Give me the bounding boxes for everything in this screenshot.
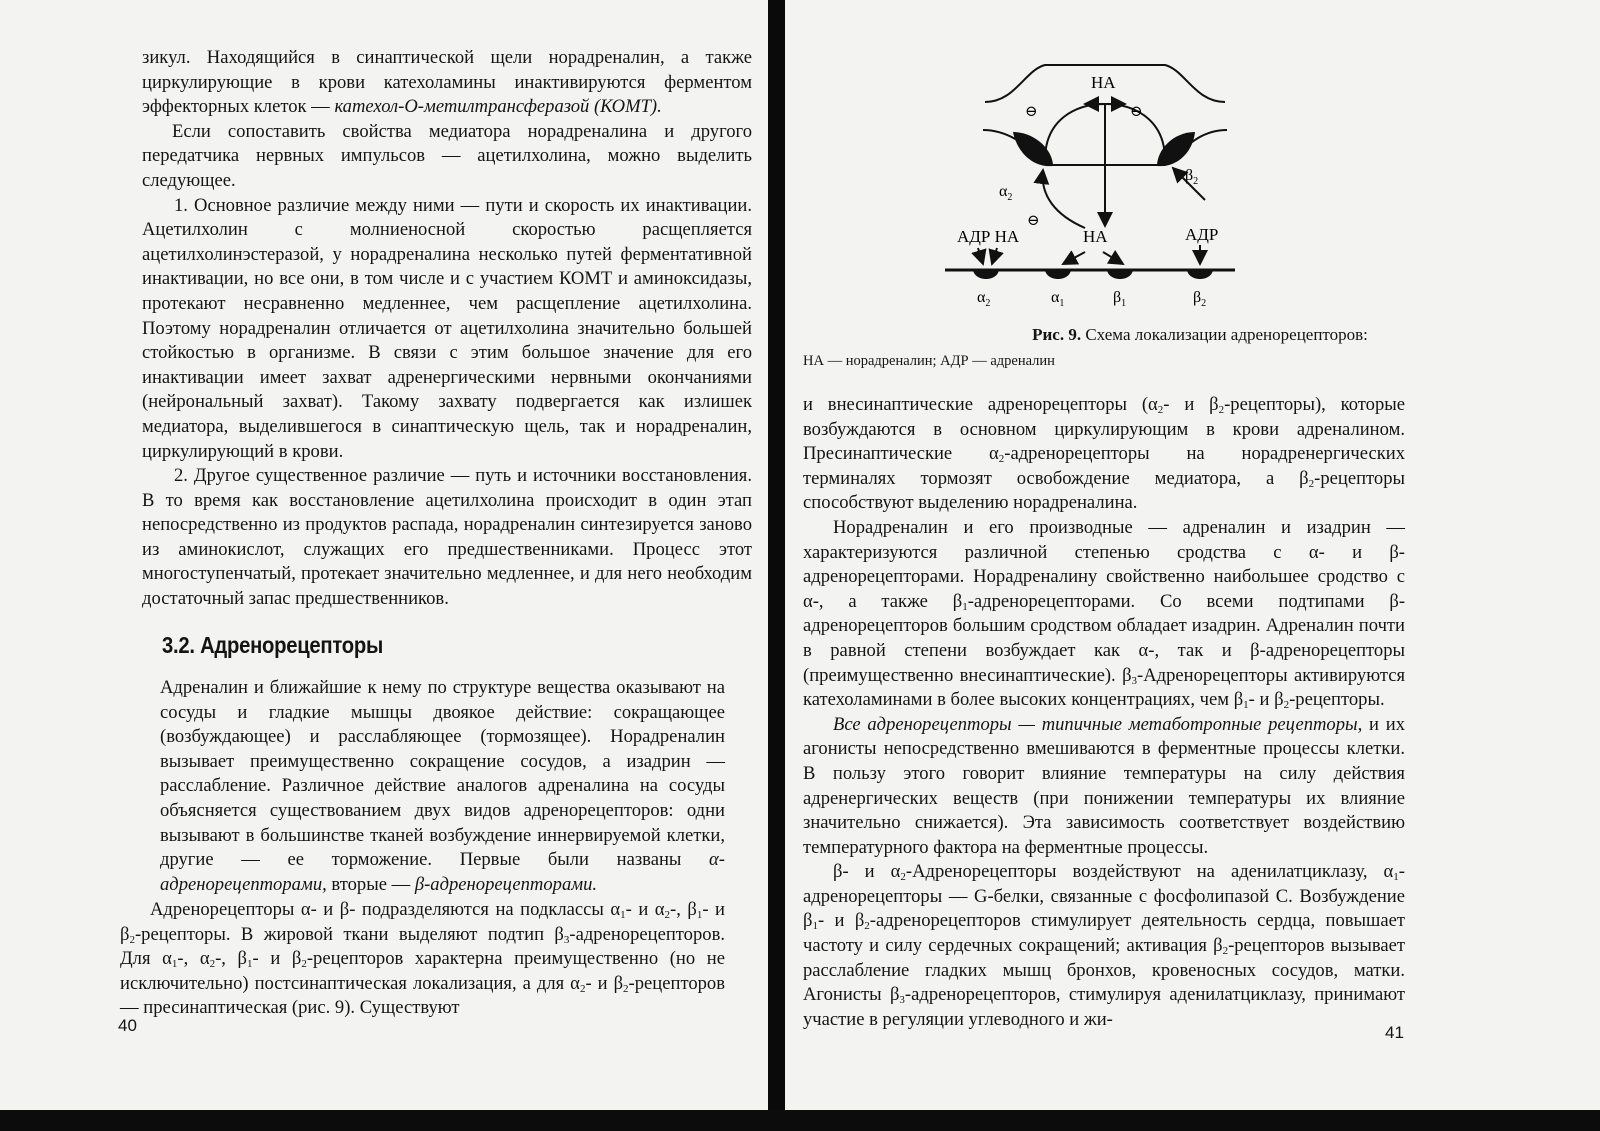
right-para-4: β- и $\alpha_2$-Адренорецепторы воздействуют на аденилатциклазу, $\alpha_1$-адренорецепторы — G-белки, связанные с фосфолипазой С. Возбуждение $\beta_1-$ и $\beta_2$-адренорецепторов стимулирует деятельность сердца, повышает частоту и силу сердечных сокращений; активация $\beta_2$-рецепторов вызывает расслабление гладких мышц бронхов, кровеносных сосудов, матки. Агонисты $\beta_3$-адренорецепторов, стимулируя аденилатциклазу, принимают участие в регуляции углеводного и жи- (803, 861, 1406, 1030)
left-para-2: Если сопоставить свойства медиатора норадреналина и другого передатчика нервных импульсов — ацетилхолина, можно выделить следующее. (142, 120, 752, 191)
alpha2-feedback-arrow (1043, 170, 1085, 228)
receptor-alpha1 (1045, 270, 1071, 279)
left-text-block-3 (120, 898, 725, 1021)
minus-left: ⊖ (1025, 104, 1038, 120)
label-alpha2-receptor: $\alpha_2$ (977, 289, 991, 309)
right-text-block (803, 393, 1405, 1032)
label-adr: АДР (1185, 225, 1219, 244)
left-list-item-2: 2. Другое существенное различие — путь и источники восстановления. В то время как восстановление ацетилхолина происходит в один этап непосредственно из продуктов распада, норадреналин синтезируется заново из аминокислот, служащих его предшественниками. Процесс этот многоступенчатый, протекает значительно медленнее, и для него необходим достаточный запас предшественников. (142, 465, 752, 610)
receptor-alpha2-post (973, 270, 999, 279)
label-beta2-receptor: $\beta_2$ (1193, 289, 1207, 309)
page-number-left: 40 (118, 1016, 137, 1035)
left-text-block-2 (160, 676, 725, 897)
right-para-2: Норадреналин и его производные — адреналин и изадрин — характеризуются различной степенью сродства с α- и β-адренорецепторами. Норадреналину свойственно наибольшее сродство с α-, а также $\beta_1$-адренорецепторами. Со всеми подтипами β-адренорецепторов большим сродством обладает изадрин. Адреналин почти в равной степени возбуждает как α-, так и β-адренорецепторы (преимущественно внесинаптические). $\beta_3$-Адренорецепторы активируются катехоламинами в более высоких концентрациях, чем $\beta_1-$ и $\beta_2$-рецепторы. (803, 516, 1406, 712)
figure-caption: Рис. 9. Схема локализации адренорецепторов: (1032, 325, 1368, 344)
label-alpha2-feedback: $\alpha_2$ (999, 183, 1013, 203)
figure-legend: НА — норадреналин; АДР — адреналин (803, 353, 1055, 369)
left-list-item-1: 1. Основное различие между ними — пути и скорость их инактивации. Ацетилхолин с молниеносной скоростью расщепляется ацетилхолинэстеразой, у норадреналина несколько путей ферментативной инактивации, но все они, в том числе и с участием КОМТ и аминоксидазы, протекают несравненно медленнее, чем расщепление ацетилхолина. Поэтому норадреналин отличается от ацетилхолина значительно большей стойкостью в организме. В связи с этим большое значение для его инактивации имеет захват адренергическими нервными окончаниями (нейрональный захват). Такому захвату подвергается как излишек медиатора, выделившегося в синаптическую щель, так и норадреналин, циркулирующий в крови. (142, 194, 752, 462)
label-na-top: НА (1091, 73, 1116, 92)
right-para-1: и внесинаптические адренорецепторы ($\alpha_2-$ и $\beta_2-рецепторы$), которые возбуждаются в основном циркулирующим в крови адреналином. Пресинаптические $\alpha_2$-адренорецепторы на норадренергических терминалях тормозят освобождение медиатора, а $\beta_2$-рецепторы способствуют выделению норадреналина. (803, 394, 1406, 514)
adrenoreceptor-diagram (785, 0, 1600, 320)
left-para-1: зикул. Находящийся в синаптической щели норадреналин, а также циркулирующие в крови катехоламины инактивируются ферментом эффекторных клеток — катехол-О-метилтрансферазой (КОМТ). (142, 47, 752, 118)
left-page (0, 0, 768, 1110)
label-adr-na: АДР НА (957, 227, 1020, 246)
label-alpha1-receptor: $\alpha_1$ (1051, 289, 1065, 309)
label-beta2-arrow: $\beta_2$ (1185, 167, 1199, 187)
right-para-3: Все адренорецепторы — типичные метаботропные рецепторы, и их агонисты непосредственно вмешиваются в ферментные процессы клетки. В пользу этого говорит влияние температуры на силу действия адренергических веществ (при понижении температуры их влияние значительно снижается). Эта зависимость соответствует воздействию температурного фактора на ферментные процессы. (803, 713, 1406, 858)
minus-feedback: ⊖ (1027, 213, 1040, 229)
presynaptic-receptor-left (1013, 132, 1053, 166)
right-page (785, 0, 1600, 1111)
receptor-beta1 (1107, 270, 1133, 279)
presynaptic-receptor-right (1157, 132, 1195, 166)
left-para-4: Адренорецепторы α- и β- подразделяются на подклассы $\alpha_1-$ и $\alpha_2-$, $\beta_1-$ и $\beta_2$-рецепторы. В жировой ткани выделяют подтип $\beta_3$-адренорецепторов. Для $\alpha_1-$, $\alpha_2-$, $\beta_1-$ и $\beta_2$-рецепторов характерна преимущественно (но не исключительно) постсинаптическая локализация, а для $\alpha_2-$ и $\beta_2$-рецепторов — пресинаптическая (рис. 9). Существуют (120, 899, 726, 1019)
left-text-block-1 (142, 46, 752, 612)
label-na-bottom: НА (1083, 227, 1108, 246)
book-gutter (768, 0, 785, 1131)
section-heading: 3.2. Адренорецепторы (162, 632, 383, 658)
page-number-right: 41 (1385, 1023, 1404, 1042)
scan-bottom-edge (0, 1110, 1600, 1131)
receptor-beta2-post (1187, 270, 1213, 279)
label-beta1-receptor: $\beta_1$ (1113, 289, 1127, 309)
minus-right: ⊖ (1130, 104, 1143, 120)
left-para-3: Адреналин и ближайшие к нему по структуре вещества оказывают на сосуды и гладкие мышцы двоякое действие: сокращающее (возбуждающее) и расслабляющее (тормозящее). Норадреналин вызывает преимущественно сокращение сосудов, а изадрин — расслабление. Различное действие аналогов адреналина на сосуды объясняется существованием двух видов адренорецепторов: одни вызывают в большинстве тканей возбуждение иннервируемой клетки, другие — ее торможение. Первые были названы α-адренорецепторами, вторые — β-адренорецепторами. (160, 677, 725, 895)
